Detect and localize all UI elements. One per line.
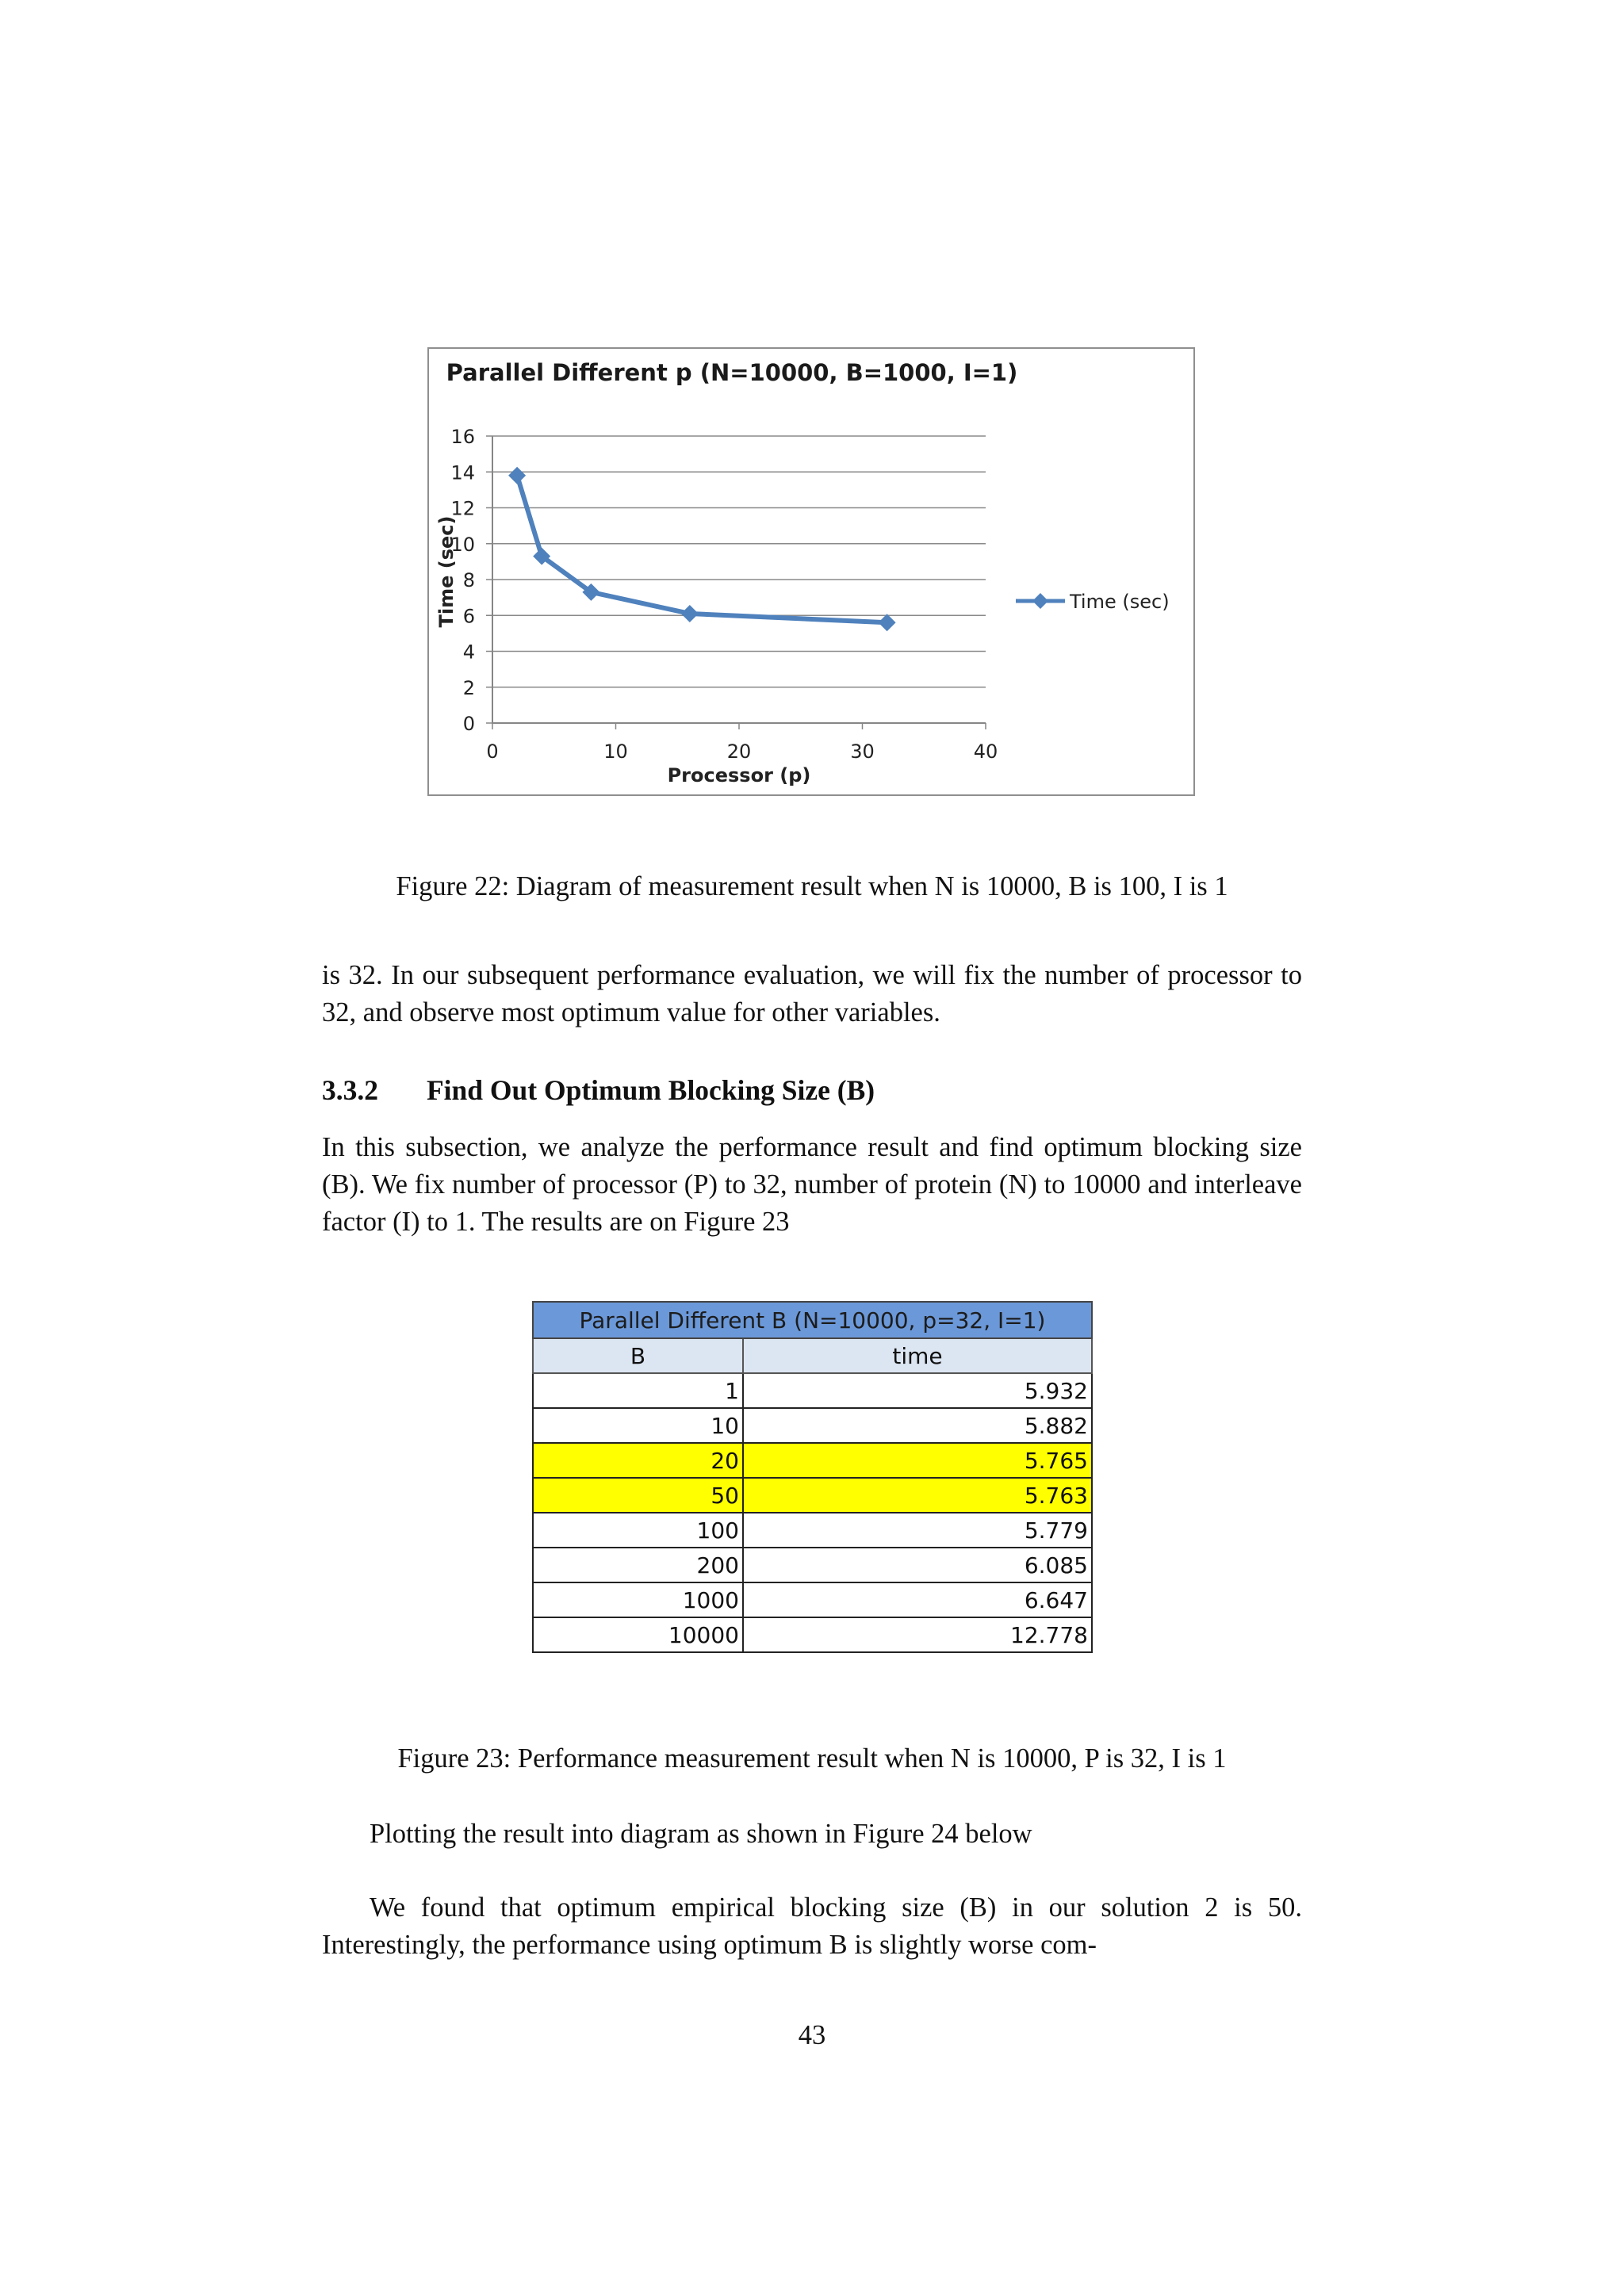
x-axis-label: Processor (p) (667, 764, 811, 786)
y-axis-label: Time (sec) (435, 515, 458, 628)
column-header-time: time (743, 1338, 1092, 1373)
legend-label: Time (sec) (1070, 591, 1170, 613)
x-tick-label: 40 (973, 740, 998, 763)
data-point (681, 605, 699, 622)
cell-b: 10000 (533, 1617, 743, 1652)
cell-time: 6.085 (743, 1548, 1092, 1582)
cell-b: 200 (533, 1548, 743, 1582)
y-tick-label: 14 (450, 461, 475, 484)
figure-22-chart (427, 347, 1195, 796)
paragraph-2: In this subsection, we analyze the performance result and find optimum blocking size (B). We fix number of processor (P) to 32, number of protein (N) to 10000 and interleave factor (I) to 1. The results are on Figure 23 (322, 1132, 1302, 1237)
cell-b: 10 (533, 1408, 743, 1443)
table-row (533, 1478, 1092, 1513)
data-point (879, 614, 896, 631)
cell-time: 5.763 (743, 1478, 1092, 1513)
cell-b: 100 (533, 1513, 743, 1548)
table-title: Parallel Different B (N=10000, p=32, I=1) (533, 1302, 1092, 1338)
chart-title: Parallel Different p (N=10000, B=1000, I=1) (446, 359, 1018, 386)
y-tick-label: 2 (462, 676, 475, 699)
table-row (533, 1408, 1092, 1443)
table-row (533, 1548, 1092, 1582)
cell-b: 50 (533, 1478, 743, 1513)
page-number: 43 (798, 2020, 826, 2050)
table-row (533, 1443, 1092, 1478)
y-tick-label: 0 (462, 713, 475, 735)
y-tick-label: 16 (450, 426, 475, 448)
cell-b: 20 (533, 1443, 743, 1478)
line-chart (429, 349, 1193, 794)
paragraph-3: Plotting the result into diagram as shown in Figure 24 below (370, 1819, 1032, 1849)
cell-b: 1 (533, 1373, 743, 1408)
y-tick-label: 12 (450, 497, 475, 520)
y-tick-label: 4 (462, 641, 475, 664)
table-row (533, 1513, 1092, 1548)
x-tick-label: 20 (726, 740, 752, 763)
cell-time: 5.765 (743, 1443, 1092, 1478)
y-tick-label: 6 (462, 605, 475, 628)
data-point (508, 467, 526, 484)
series-line (517, 476, 887, 623)
figure-23-table (532, 1301, 1093, 1653)
table-row (533, 1582, 1092, 1617)
x-tick-label: 0 (486, 740, 499, 763)
figure-22-caption: Figure 22: Diagram of measurement result when N is 10000, B is 100, I is 1 (396, 871, 1228, 901)
cell-time: 5.882 (743, 1408, 1092, 1443)
figure-23-caption: Figure 23: Performance measurement result when N is 10000, P is 32, I is 1 (397, 1743, 1227, 1774)
legend-marker (1032, 593, 1048, 609)
section-number: 3.3.2 (322, 1074, 378, 1106)
cell-time: 6.647 (743, 1582, 1092, 1617)
table-row (533, 1373, 1092, 1408)
paragraph-4: We found that optimum empirical blocking size (B) in our solution 2 is 50. Interestingly, the performance using optimum B is slightly worse com- (322, 1892, 1302, 1960)
cell-b: 1000 (533, 1582, 743, 1617)
section-title: Find Out Optimum Blocking Size (B) (427, 1074, 875, 1106)
y-tick-label: 8 (462, 569, 475, 591)
y-tick-label: 10 (450, 533, 475, 556)
paragraph-1: is 32. In our subsequent performance evaluation, we will fix the number of processor to 32, and observe most optimum value for other variables. (322, 960, 1302, 1027)
x-tick-label: 10 (603, 740, 628, 763)
table-row (533, 1617, 1092, 1652)
section-heading (322, 1072, 875, 1109)
cell-time: 12.778 (743, 1617, 1092, 1652)
column-header-b: B (533, 1338, 743, 1373)
x-tick-label: 30 (850, 740, 875, 763)
cell-time: 5.932 (743, 1373, 1092, 1408)
cell-time: 5.779 (743, 1513, 1092, 1548)
